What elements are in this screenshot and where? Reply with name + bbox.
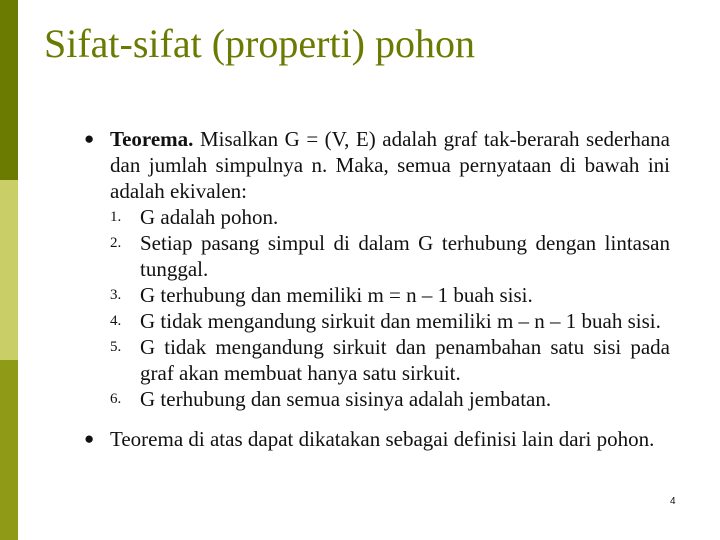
side-stripe-bottom — [0, 360, 18, 540]
list-number: 5. — [110, 339, 122, 355]
theorem-paragraph — [110, 126, 670, 204]
list-number: 2. — [110, 235, 122, 251]
slide-title: Sifat-sifat (properti) pohon — [44, 21, 475, 66]
bullet-theorem — [84, 126, 670, 412]
list-item-text: G terhubung dan memiliki m = n – 1 buah sisi. — [140, 283, 533, 307]
equivalence-list — [110, 204, 670, 412]
theorem-lead: Teorema. — [110, 127, 194, 151]
page-number: 4 — [670, 496, 676, 507]
bullet-icon: ● — [84, 429, 95, 448]
bullet-remark — [84, 426, 670, 452]
list-item — [110, 282, 670, 308]
side-stripe-top — [0, 0, 18, 180]
list-number: 4. — [110, 313, 122, 329]
list-item-text: G tidak mengandung sirkuit dan penambahan satu sisi pada graf akan membuat hanya satu sirkuit. — [140, 335, 670, 385]
side-stripe-middle — [0, 180, 18, 360]
list-number: 6. — [110, 391, 122, 407]
list-number: 1. — [110, 209, 122, 225]
list-item-text: G adalah pohon. — [140, 205, 279, 229]
list-number: 3. — [110, 287, 122, 303]
theorem-text: Misalkan G = (V, E) adalah graf tak-berarah sederhana dan jumlah simpulnya n. Maka, semua pernyataan di bawah ini adalah ekivalen: — [110, 127, 670, 203]
list-item — [110, 308, 670, 334]
list-item — [110, 230, 670, 282]
list-item-text: G tidak mengandung sirkuit dan memiliki m – n – 1 buah sisi. — [140, 309, 661, 333]
slide-content — [84, 126, 670, 452]
remark-paragraph: Teorema di atas dapat dikatakan sebagai definisi lain dari pohon. — [110, 427, 655, 451]
list-item — [110, 334, 670, 386]
list-item — [110, 204, 670, 230]
bullet-icon: ● — [84, 129, 95, 148]
list-item — [110, 386, 670, 412]
list-item-text: Setiap pasang simpul di dalam G terhubung dengan lintasan tunggal. — [140, 231, 670, 281]
list-item-text: G terhubung dan semua sisinya adalah jembatan. — [140, 387, 552, 411]
